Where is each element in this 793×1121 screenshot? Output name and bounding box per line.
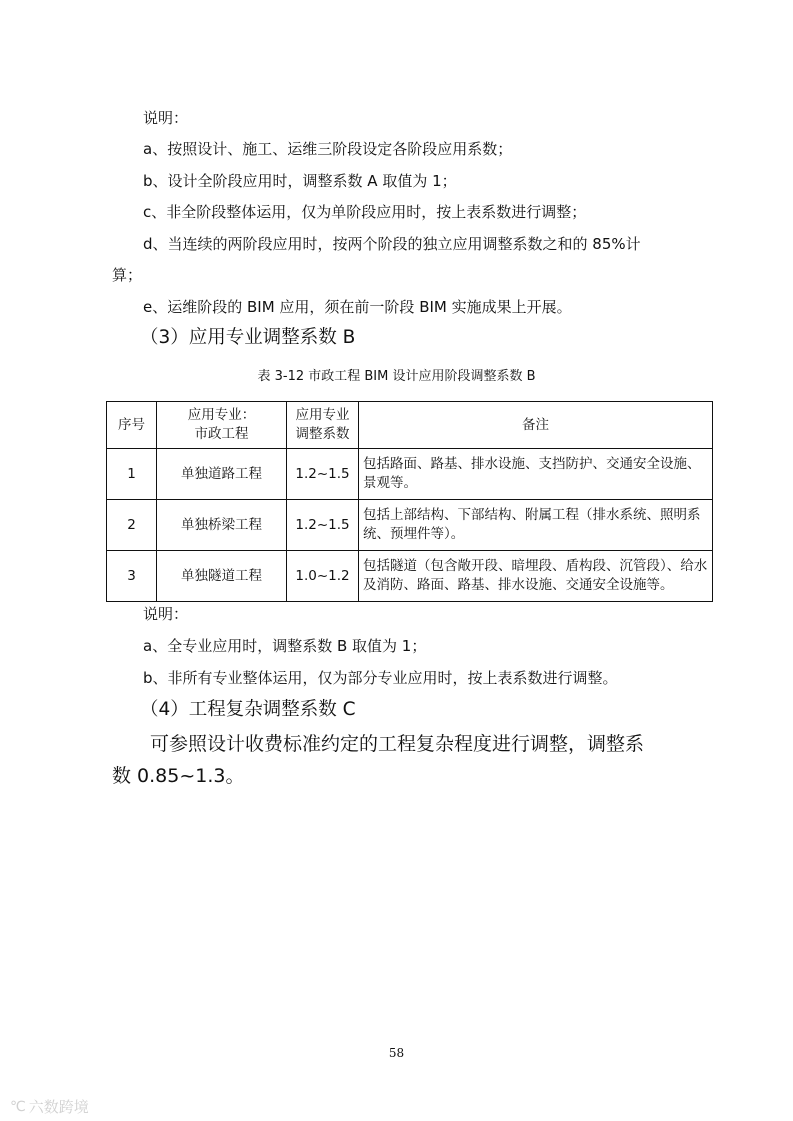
page-number: 58: [388, 1046, 405, 1060]
watermark-text: 六数跨境: [28, 1098, 89, 1116]
coefficient-table: [106, 401, 713, 602]
note-item: b、设计全阶段应用时，调整系数 A 取值为 1；: [143, 172, 457, 190]
notes-heading: 说明：: [143, 605, 189, 623]
header-major: [157, 402, 287, 449]
watermark: [10, 1096, 89, 1117]
section-4-title: （4）工程复杂调整系数 C: [140, 699, 356, 720]
header-coef-line1: 应用专业: [295, 407, 350, 423]
note-item: b、非所有专业整体运用，仅为部分专业应用时，按上表系数进行调整。: [143, 669, 618, 687]
note-item: a、全专业应用时，调整系数 B 取值为 1；: [143, 637, 427, 655]
note-item: e、运维阶段的 BIM 应用，须在前一阶段 BIM 实施成果上开展。: [143, 298, 572, 316]
cell-note: 包括路面、路基、排水设施、支挡防护、交通安全设施、景观等。: [359, 449, 713, 500]
cell-seq: 3: [107, 551, 157, 602]
table-header-row: [107, 402, 713, 449]
header-coef-line2: 调整系数: [295, 426, 350, 442]
cell-note: 包括隧道（包含敞开段、暗埋段、盾构段、沉管段）、给水及消防、路面、路基、排水设施、交通安全设施等。: [359, 551, 713, 602]
table-row: [107, 449, 713, 500]
cell-seq: 2: [107, 500, 157, 551]
note-item: a、按照设计、施工、运维三阶段设定各阶段应用系数；: [143, 140, 513, 158]
cell-coef: 1.2~1.5: [287, 500, 359, 551]
watermark-logo-icon: ℃: [10, 1098, 25, 1115]
note-item: d、当连续的两阶段应用时，按两个阶段的独立应用调整系数之和的 85%计: [143, 235, 641, 253]
header-coef: [287, 402, 359, 449]
table-row: [107, 551, 713, 602]
table-row: [107, 500, 713, 551]
header-seq: 序号: [107, 402, 157, 449]
section-4-text-line2: 数 0.85~1.3。: [112, 765, 245, 787]
cell-major: 单独隧道工程: [157, 551, 287, 602]
header-note: 备注: [359, 402, 713, 449]
cell-coef: 1.2~1.5: [287, 449, 359, 500]
note-item: 算；: [112, 266, 143, 284]
note-item: c、非全阶段整体运用，仅为单阶段应用时，按上表系数进行调整；: [143, 203, 587, 221]
table-caption: 表 3-12 市政工程 BIM 设计应用阶段调整系数 B: [257, 369, 536, 384]
cell-major: 单独道路工程: [157, 449, 287, 500]
section-4-text-line1: 可参照设计收费标准约定的工程复杂程度进行调整，调整系: [150, 733, 645, 755]
cell-seq: 1: [107, 449, 157, 500]
cell-major: 单独桥梁工程: [157, 500, 287, 551]
notes-heading: 说明：: [143, 109, 189, 127]
cell-coef: 1.0~1.2: [287, 551, 359, 602]
section-3-title: （3）应用专业调整系数 B: [140, 327, 356, 348]
header-major-line1: 应用专业：: [187, 407, 256, 423]
cell-note: 包括上部结构、下部结构、附属工程（排水系统、照明系统、预埋件等）。: [359, 500, 713, 551]
header-major-line2: 市政工程: [194, 426, 249, 442]
